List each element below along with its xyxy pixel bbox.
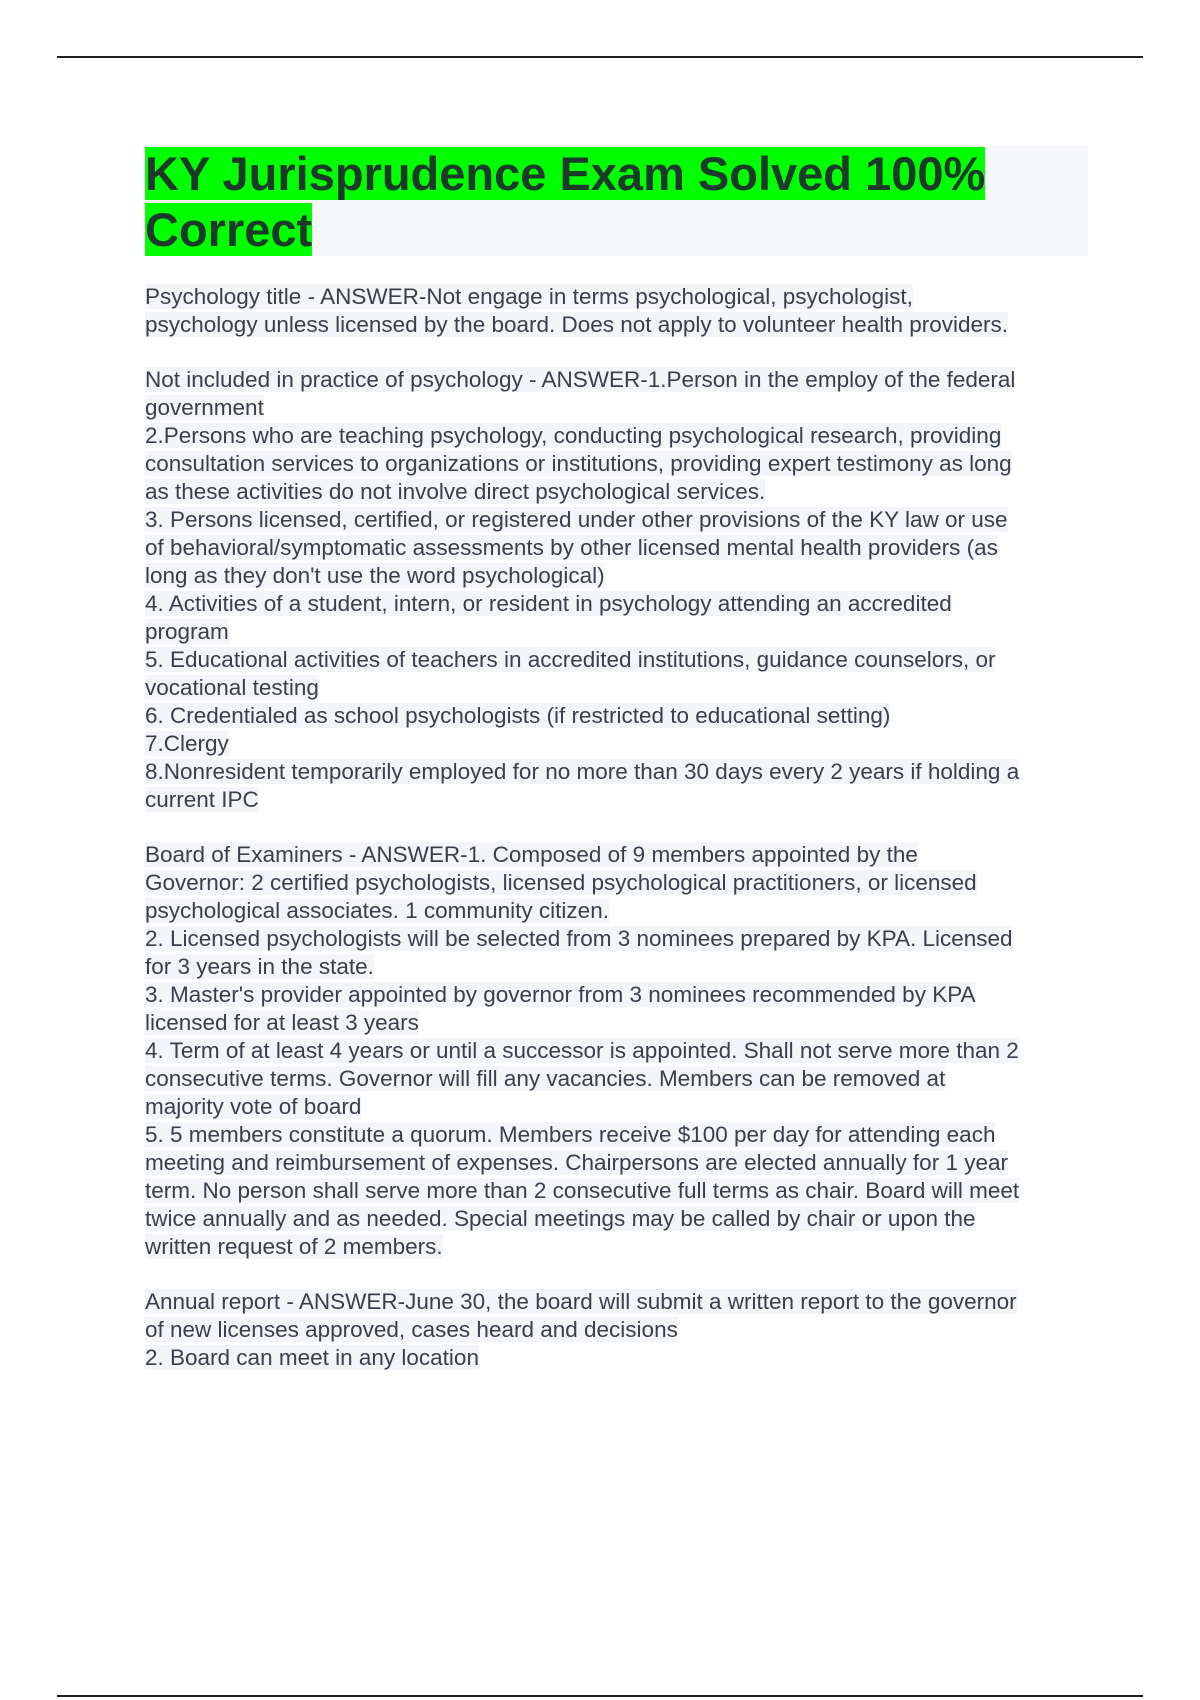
text-line: consultation services to organizations or institutions, providing expert testimony as long xyxy=(145,451,1012,476)
text-line: for 3 years in the state. xyxy=(145,954,374,979)
page-title xyxy=(145,146,1025,258)
text-line: 3. Persons licensed, certified, or registered under other provisions of the KY law or use xyxy=(145,507,1008,532)
text-line: vocational testing xyxy=(145,675,319,700)
text-line: long as they don't use the word psychological) xyxy=(145,563,605,588)
text-line: 7.Clergy xyxy=(145,731,229,756)
text-line: psychology unless licensed by the board. Does not apply to volunteer health providers. xyxy=(145,312,1009,337)
text-line: program xyxy=(145,619,229,644)
text-line: 4. Term of at least 4 years or until a successor is appointed. Shall not serve more than 2 xyxy=(145,1038,1019,1063)
qa-entry-annual-report xyxy=(145,1288,1095,1372)
text-line: of behavioral/symptomatic assessments by other licensed mental health providers (as xyxy=(145,535,998,560)
text-line: 6. Credentialed as school psychologists (if restricted to educational setting) xyxy=(145,703,891,728)
text-line: Annual report - ANSWER-June 30, the board will submit a written report to the governor xyxy=(145,1289,1017,1314)
qa-entry-board-of-examiners xyxy=(145,841,1095,1261)
qa-entry-psychology-title xyxy=(145,283,1095,339)
title-highlight: KY Jurisprudence Exam Solved 100% Correct xyxy=(145,147,986,256)
text-line: 5. Educational activities of teachers in accredited institutions, guidance counselors, or xyxy=(145,647,996,672)
text-line: licensed for at least 3 years xyxy=(145,1010,419,1035)
text-line: current IPC xyxy=(145,787,259,812)
text-line: Psychology title - ANSWER-Not engage in terms psychological, psychologist, xyxy=(145,284,913,309)
text-line: psychological associates. 1 community citizen. xyxy=(145,898,609,923)
document-body xyxy=(145,283,1095,1399)
bottom-rule xyxy=(57,1695,1143,1697)
text-line: 2. Board can meet in any location xyxy=(145,1345,479,1370)
text-line: of new licenses approved, cases heard and decisions xyxy=(145,1317,678,1342)
text-line: twice annually and as needed. Special meetings may be called by chair or upon the xyxy=(145,1206,976,1231)
text-line: 2. Licensed psychologists will be selected from 3 nominees prepared by KPA. Licensed xyxy=(145,926,1013,951)
text-line: as these activities do not involve direct psychological services. xyxy=(145,479,766,504)
text-line: Not included in practice of psychology - ANSWER-1.Person in the employ of the federal xyxy=(145,367,1016,392)
text-line: 5. 5 members constitute a quorum. Members receive $100 per day for attending each xyxy=(145,1122,996,1147)
text-line: 2.Persons who are teaching psychology, conducting psychological research, providing xyxy=(145,423,1002,448)
text-line: 8.Nonresident temporarily employed for no more than 30 days every 2 years if holding a xyxy=(145,759,1020,784)
text-line: 4. Activities of a student, intern, or resident in psychology attending an accredited xyxy=(145,591,952,616)
text-line: majority vote of board xyxy=(145,1094,362,1119)
text-line: Board of Examiners - ANSWER-1. Composed of 9 members appointed by the xyxy=(145,842,918,867)
text-line: term. No person shall serve more than 2 consecutive full terms as chair. Board will meet xyxy=(145,1178,1020,1203)
text-line: 3. Master's provider appointed by governor from 3 nominees recommended by KPA xyxy=(145,982,976,1007)
title-block xyxy=(145,146,1088,256)
text-line: consecutive terms. Governor will fill any vacancies. Members can be removed at xyxy=(145,1066,946,1091)
qa-entry-not-included-in-practice xyxy=(145,366,1095,814)
text-line: meeting and reimbursement of expenses. Chairpersons are elected annually for 1 year xyxy=(145,1150,1008,1175)
text-line: Governor: 2 certified psychologists, licensed psychological practitioners, or licensed xyxy=(145,870,977,895)
top-rule xyxy=(57,56,1143,58)
text-line: written request of 2 members. xyxy=(145,1234,443,1259)
text-line: government xyxy=(145,395,264,420)
